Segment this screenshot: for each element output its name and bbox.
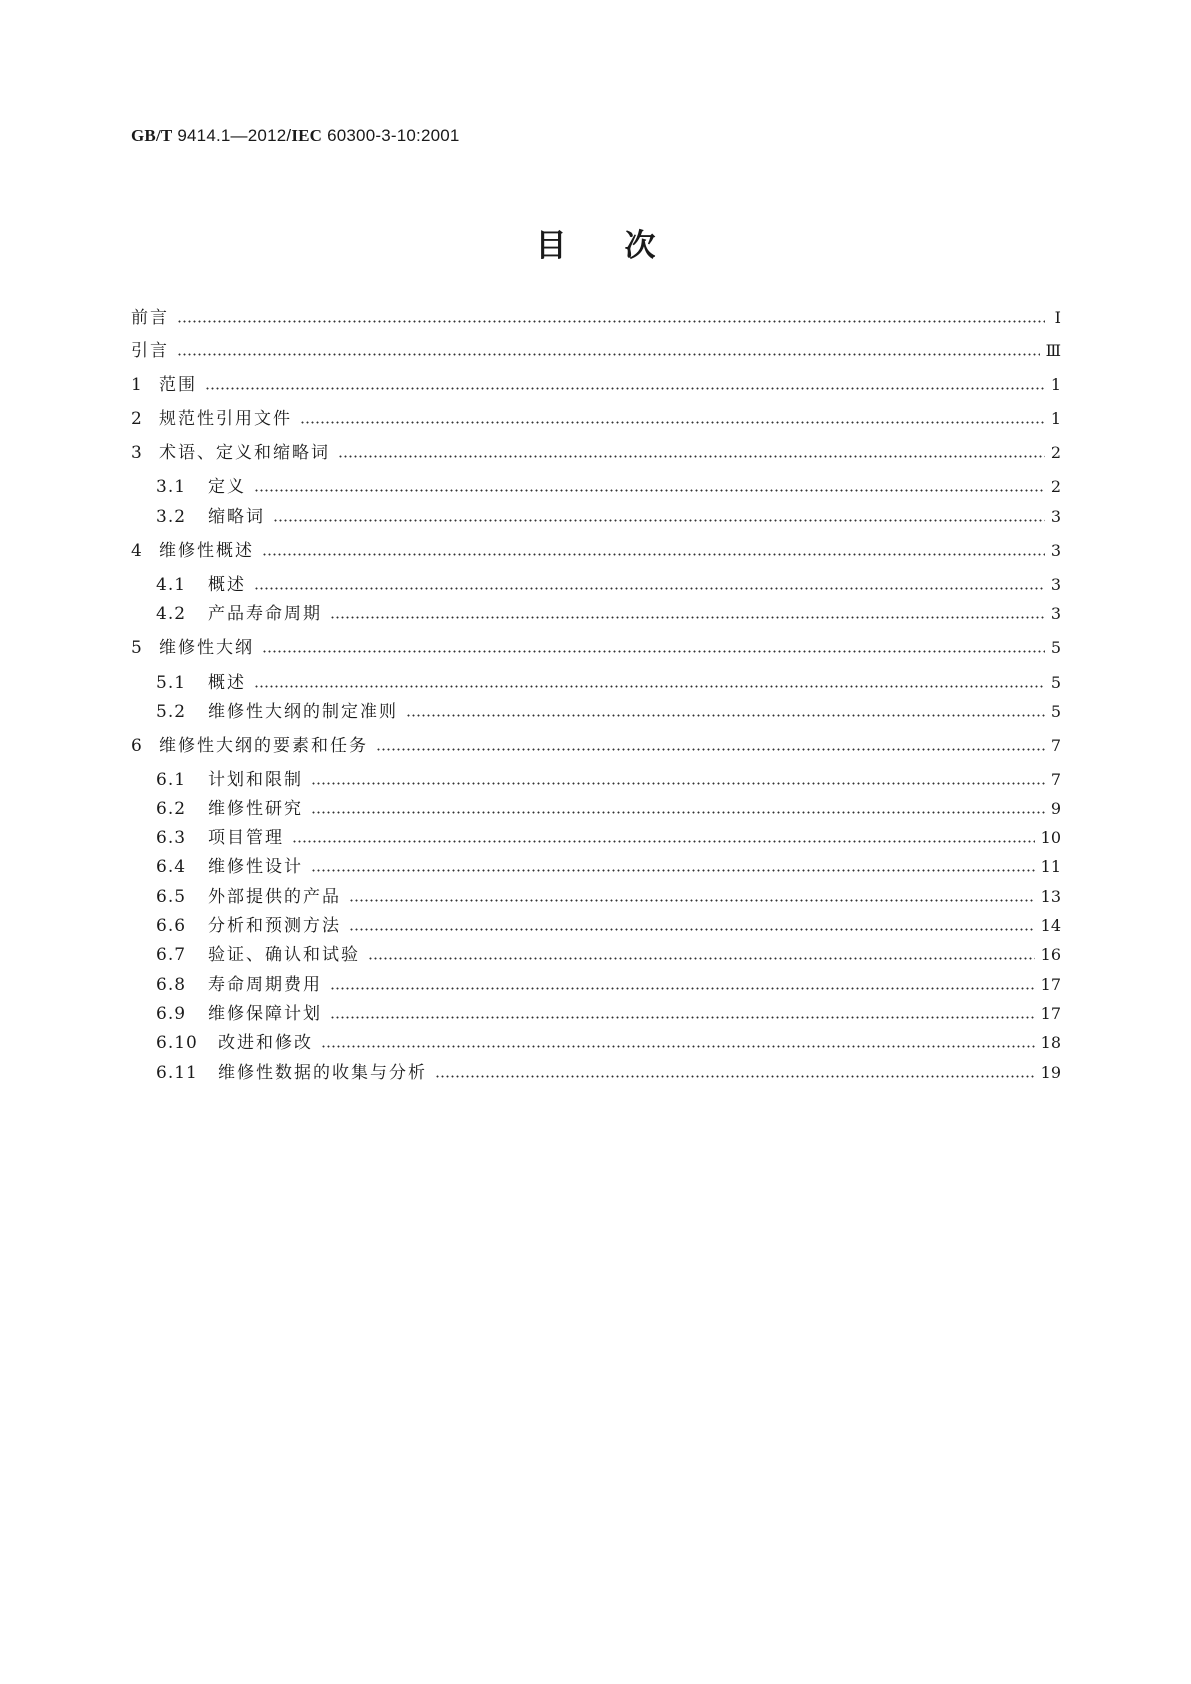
toc-entry-page: 3 (1050, 575, 1061, 594)
toc-dot-leader (349, 899, 1035, 902)
toc-entry-label: 维修性研究 (208, 799, 303, 819)
toc-entry-page: 13 (1040, 887, 1061, 906)
toc-entry-number: 4 (131, 541, 143, 561)
toc-entry-label: 维修性大纲的制定准则 (208, 702, 398, 722)
toc-entry-number: 6.11 (156, 1063, 198, 1083)
toc-entry-label: 定义 (208, 477, 246, 497)
toc-entry-number: 6.3 (156, 828, 187, 848)
toc-entry[interactable] (131, 734, 1061, 758)
toc-entry[interactable] (156, 1031, 1061, 1055)
toc-entry-label: 引言 (131, 341, 169, 361)
toc-entry[interactable] (131, 441, 1061, 465)
toc-entry[interactable] (131, 373, 1061, 397)
toc-dot-leader (330, 987, 1035, 990)
toc-entry-number: 4.2 (156, 604, 187, 624)
toc-entry[interactable] (156, 1002, 1061, 1026)
toc-entry-label: 概述 (208, 673, 246, 693)
toc-entry-page: 3 (1050, 507, 1061, 526)
toc-entry[interactable] (156, 855, 1061, 879)
toc-entry-page: 5 (1050, 638, 1061, 657)
toc-entry-page: 5 (1050, 673, 1061, 692)
toc-entry-number: 6.4 (156, 857, 187, 877)
iec-number: 60300-3-10:2001 (322, 126, 460, 145)
toc-entry-label: 缩略词 (208, 507, 265, 527)
toc-entry-number: 3.2 (156, 507, 187, 527)
toc-entry[interactable] (131, 339, 1061, 363)
toc-entry-number: 5.2 (156, 702, 187, 722)
toc-entry-number: 3.1 (156, 477, 187, 497)
toc-entry-page: 1 (1050, 409, 1061, 428)
toc-entry-page: 1 (1050, 375, 1061, 394)
toc-entry-number: 6.9 (156, 1004, 187, 1024)
toc-entry-label: 维修性数据的收集与分析 (218, 1063, 427, 1083)
toc-entry[interactable] (156, 768, 1061, 792)
toc-entry-label: 前言 (131, 308, 169, 328)
toc-entry-page: 3 (1050, 604, 1061, 623)
toc-entry-number: 6.6 (156, 916, 187, 936)
iec-prefix: IEC (291, 126, 323, 145)
page-title: 目次 (535, 228, 714, 264)
toc-entry[interactable] (156, 505, 1061, 529)
toc-entry[interactable] (156, 826, 1061, 850)
toc-entry-page: 3 (1050, 541, 1061, 560)
toc-dot-leader (321, 1045, 1035, 1048)
toc-entry-page: 17 (1040, 1004, 1061, 1023)
document-header (131, 126, 460, 146)
toc-entry-page: Ⅰ (1054, 308, 1061, 327)
toc-dot-leader (205, 387, 1045, 390)
toc-dot-leader (177, 353, 1040, 356)
toc-dot-leader (254, 587, 1045, 590)
toc-entry[interactable] (131, 539, 1061, 563)
toc-entry-label: 范围 (159, 375, 197, 395)
toc-dot-leader (406, 714, 1045, 717)
toc-entry-page: 10 (1040, 828, 1061, 847)
standard-number: 9414.1—2012/ (172, 126, 292, 145)
toc-entry-number: 3 (131, 443, 143, 463)
toc-entry-page: 17 (1040, 975, 1061, 994)
toc-entry[interactable] (156, 973, 1061, 997)
toc-entry-page: 19 (1040, 1063, 1061, 1082)
toc-dot-leader (435, 1075, 1035, 1078)
toc-entry-page: 14 (1040, 916, 1061, 935)
toc-dot-leader (273, 519, 1045, 522)
toc-dot-leader (300, 421, 1045, 424)
toc-entry[interactable] (156, 700, 1061, 724)
toc-entry-page: 18 (1040, 1033, 1061, 1052)
toc-entry[interactable] (156, 573, 1061, 597)
toc-entry[interactable] (131, 306, 1061, 330)
toc-dot-leader (311, 869, 1035, 872)
toc-entry-label: 维修性设计 (208, 857, 303, 877)
toc-entry-number: 6.10 (156, 1033, 198, 1053)
toc-dot-leader (368, 957, 1035, 960)
toc-entry-page: 16 (1040, 945, 1061, 964)
toc-entry[interactable] (156, 1061, 1061, 1085)
toc-entry-label: 分析和预测方法 (208, 916, 341, 936)
toc-entry-label: 外部提供的产品 (208, 887, 341, 907)
toc-entry[interactable] (156, 943, 1061, 967)
toc-entry-page: 5 (1050, 702, 1061, 721)
toc-entry-label: 产品寿命周期 (208, 604, 322, 624)
toc-entry[interactable] (156, 885, 1061, 909)
toc-dot-leader (349, 928, 1035, 931)
toc-entry-page: 7 (1050, 770, 1061, 789)
toc-entry[interactable] (131, 407, 1061, 431)
toc-entry[interactable] (156, 475, 1061, 499)
toc-entry[interactable] (156, 671, 1061, 695)
toc-entry-page: 7 (1050, 736, 1061, 755)
toc-entry-number: 6.8 (156, 975, 187, 995)
toc-entry-label: 概述 (208, 575, 246, 595)
toc-entry[interactable] (156, 914, 1061, 938)
toc-dot-leader (376, 748, 1045, 751)
toc-entry-number: 6.2 (156, 799, 187, 819)
toc-entry-label: 改进和修改 (218, 1033, 313, 1053)
toc-entry-number: 4.1 (156, 575, 187, 595)
toc-entry-page: 2 (1050, 443, 1061, 462)
toc-entry-number: 1 (131, 375, 143, 395)
toc-entry-label: 维修性概述 (159, 541, 254, 561)
toc-dot-leader (311, 782, 1045, 785)
toc-dot-leader (330, 1016, 1035, 1019)
toc-entry-number: 6.7 (156, 945, 187, 965)
toc-dot-leader (292, 840, 1035, 843)
toc-dot-leader (262, 650, 1045, 653)
toc-entry-number: 6.1 (156, 770, 187, 790)
toc-entry-label: 项目管理 (208, 828, 284, 848)
toc-dot-leader (311, 811, 1045, 814)
toc-entry-number: 5 (131, 638, 143, 658)
toc-entry-number: 6 (131, 736, 143, 756)
toc-entry-label: 计划和限制 (208, 770, 303, 790)
toc-entry-number: 5.1 (156, 673, 187, 693)
toc-entry[interactable] (131, 636, 1061, 660)
toc-entry-page: 11 (1040, 857, 1061, 876)
toc-entry-label: 术语、定义和缩略词 (159, 443, 330, 463)
toc-entry-number: 6.5 (156, 887, 187, 907)
toc-entry-label: 维修性大纲 (159, 638, 254, 658)
toc-entry-page: 9 (1050, 799, 1061, 818)
toc-entry-label: 维修保障计划 (208, 1004, 322, 1024)
toc-entry-page: 2 (1050, 477, 1061, 496)
toc-dot-leader (262, 553, 1045, 556)
toc-entry[interactable] (156, 602, 1061, 626)
toc-entry-label: 寿命周期费用 (208, 975, 322, 995)
toc-entry-label: 规范性引用文件 (159, 409, 292, 429)
toc-entry-label: 验证、确认和试验 (208, 945, 360, 965)
standard-prefix: GB/T (131, 126, 173, 145)
toc-dot-leader (338, 455, 1045, 458)
toc-entry[interactable] (156, 797, 1061, 821)
toc-entry-page: Ⅲ (1045, 341, 1061, 360)
toc-entry-label: 维修性大纲的要素和任务 (159, 736, 368, 756)
toc-dot-leader (254, 489, 1045, 492)
toc-dot-leader (330, 616, 1045, 619)
toc-entry-number: 2 (131, 409, 143, 429)
toc-dot-leader (177, 320, 1045, 323)
toc-dot-leader (254, 685, 1045, 688)
